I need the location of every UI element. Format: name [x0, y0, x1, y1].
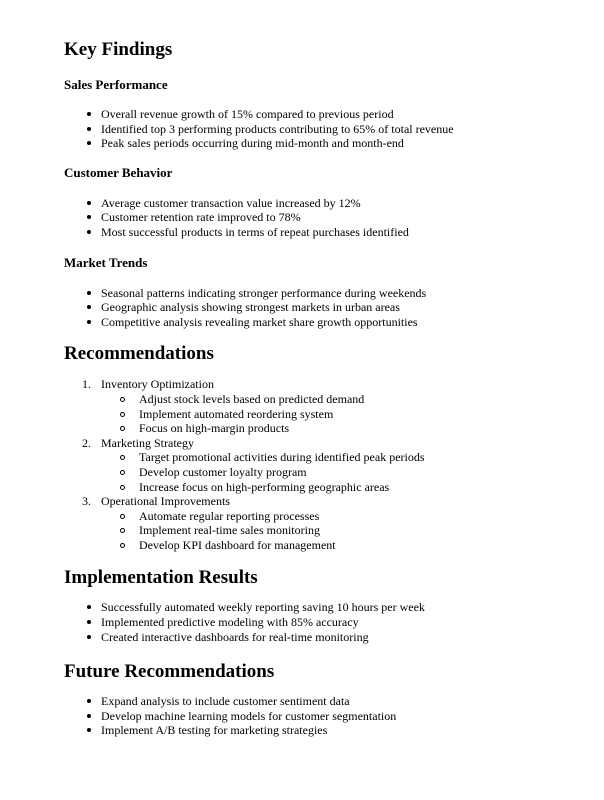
step-label: Marketing Strategy [101, 435, 194, 450]
recommendations-title: Recommendations [64, 343, 214, 365]
sub-item: Target promotional activities during identified peak periods [64, 450, 580, 465]
sub-item: Increase focus on high-performing geographic areas [64, 480, 580, 495]
step-label: Operational Improvements [101, 494, 230, 509]
future-recommendations-list [64, 694, 580, 738]
market-trends-list [64, 286, 580, 330]
list-item: Implemented predictive modeling with 85% accuracy [64, 615, 580, 630]
recommendations-list [64, 377, 580, 552]
list-item: Competitive analysis revealing market share growth opportunities [64, 315, 580, 330]
list-item: Average customer transaction value increased by 12% [64, 196, 580, 211]
recommendation-step [64, 436, 580, 494]
recommendation-step [64, 377, 580, 435]
list-item: Customer retention rate improved to 78% [64, 210, 580, 225]
sub-item: Adjust stock levels based on predicted demand [64, 392, 580, 407]
list-item: Identified top 3 performing products contributing to 65% of total revenue [64, 122, 580, 137]
step-sublist [64, 450, 580, 494]
list-item: Peak sales periods occurring during mid-month and month-end [64, 136, 580, 151]
implementation-results-list [64, 600, 580, 644]
list-item: Seasonal patterns indicating stronger performance during weekends [64, 286, 580, 301]
sales-performance-section [64, 77, 580, 151]
step-number: 2. [82, 435, 91, 450]
sub-item: Automate regular reporting processes [64, 509, 580, 524]
recommendation-step [64, 494, 580, 552]
sub-item: Implement automated reordering system [64, 407, 580, 422]
list-item: Successfully automated weekly reporting saving 10 hours per week [64, 600, 580, 615]
customer-behavior-heading: Customer Behavior [64, 164, 173, 180]
list-item: Develop machine learning models for customer segmentation [64, 709, 580, 724]
market-trends-heading: Market Trends [64, 254, 148, 270]
implementation-results-title: Implementation Results [64, 567, 258, 589]
sub-item: Implement real-time sales monitoring [64, 523, 580, 538]
step-sublist [64, 392, 580, 436]
future-recommendations-title: Future Recommendations [64, 661, 275, 683]
step-sublist [64, 509, 580, 553]
sub-item: Develop KPI dashboard for management [64, 538, 580, 553]
list-item: Geographic analysis showing strongest markets in urban areas [64, 300, 580, 315]
step-header [64, 377, 580, 392]
sub-item: Focus on high-margin products [64, 421, 580, 436]
sub-item: Develop customer loyalty program [64, 465, 580, 480]
key-findings-title: Key Findings [64, 39, 173, 60]
list-item: Expand analysis to include customer sentiment data [64, 694, 580, 709]
customer-behavior-section [64, 165, 580, 240]
list-item: Most successful products in terms of repeat purchases identified [64, 225, 580, 240]
list-item: Created interactive dashboards for real-time monitoring [64, 630, 580, 645]
list-item: Implement A/B testing for marketing strategies [64, 723, 580, 738]
list-item: Overall revenue growth of 15% compared to previous period [64, 107, 580, 122]
step-number: 1. [82, 377, 91, 392]
sales-performance-list [64, 107, 580, 151]
step-label: Inventory Optimization [101, 377, 214, 392]
step-header [64, 494, 580, 509]
customer-behavior-list [64, 196, 580, 240]
step-number: 3. [82, 494, 91, 509]
sales-performance-heading: Sales Performance [64, 77, 168, 92]
market-trends-section [64, 255, 580, 330]
step-header [64, 436, 580, 451]
